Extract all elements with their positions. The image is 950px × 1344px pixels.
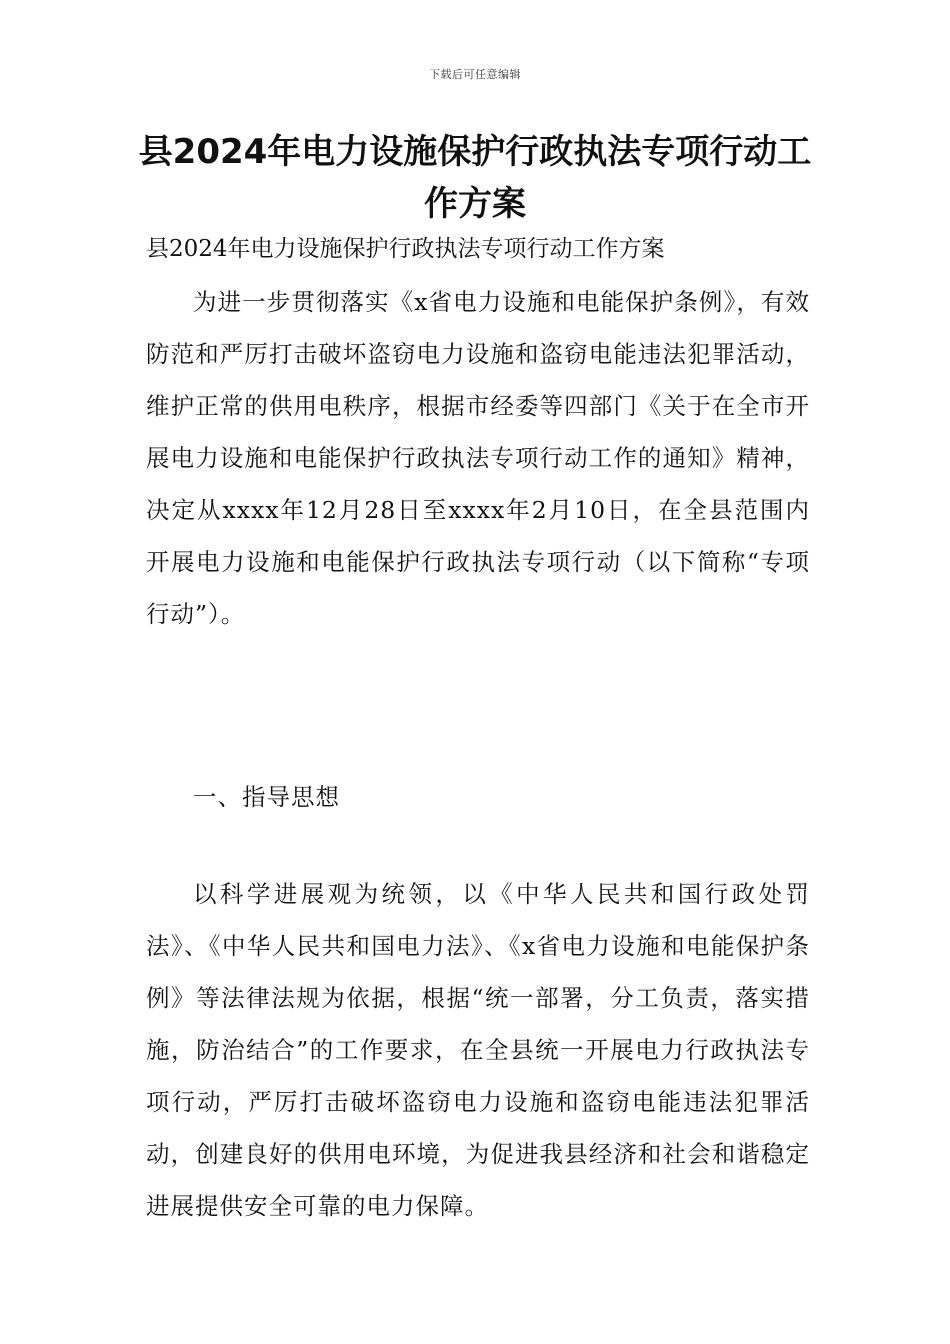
document-subtitle: 县2024年电力设施保护行政执法专项行动工作方案 [146, 236, 665, 262]
section-heading-guiding-ideology: 一、指导思想 [193, 783, 340, 811]
intro-paragraph: 为进一步贯彻落实《x省电力设施和电能保护条例》，有效防范和严厉打击破坏盗窃电力设施和盗窃电能违法犯罪活动，维护正常的供用电秩序，根据市经委等四部门《关于在全市开展电力设施和电能保护行政执法专项行动工作的通知》精神，决定从xxxx年12月28日至xxxx年2月10日，在全县范围内开展电力设施和电能保护行政执法专项行动（以下简称“专项行动”）。 [146, 288, 810, 628]
section-body-guiding-ideology: 以科学进展观为统领，以《中华人民共和国行政处罚法》、《中华人民共和国电力法》、《x省电力设施和电能保护条例》等法律法规为依据，根据“统一部署，分工负责，落实措施，防治结合”的工作要求，在全县统一开展电力行政执法专项行动，严厉打击破坏盗窃电力设施和盗窃电能违法犯罪活动，创建良好的供用电环境，为促进我县经济和社会和谐稳定进展提供安全可靠的电力保障。 [146, 880, 810, 1220]
document-title: 县2024年电力设施保护行政执法专项行动工作方案 [138, 132, 812, 224]
header-note: 下载后可任意编辑 [429, 68, 521, 81]
